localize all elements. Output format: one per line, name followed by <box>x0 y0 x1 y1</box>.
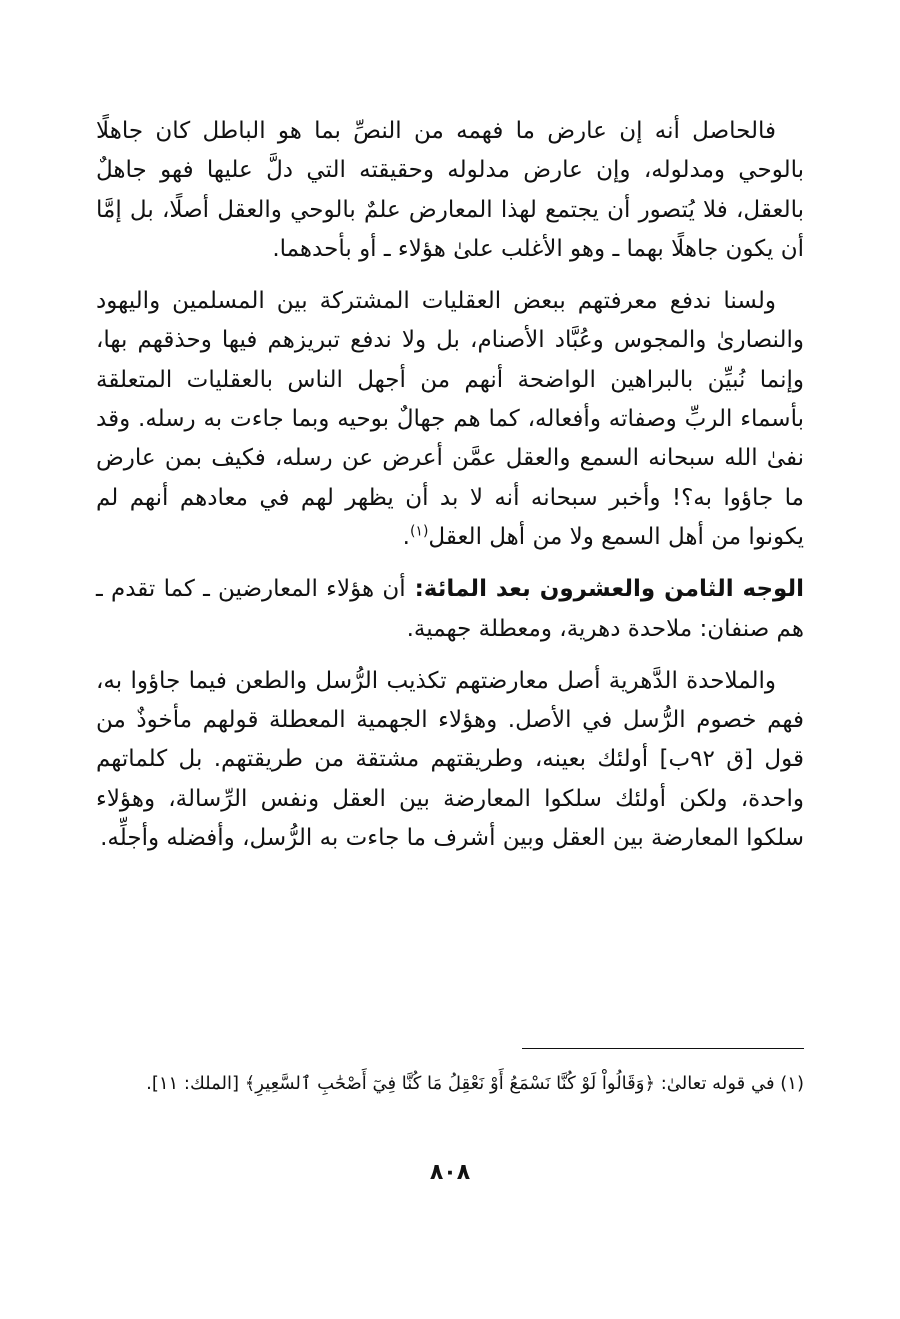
paragraph-3 <box>96 570 804 649</box>
paragraph-2-tail: . <box>402 523 410 550</box>
paragraph-4: والملاحدة الدَّهرية أصل معارضتهم تكذيب الرُّسل والطعن فيما جاؤوا به، فهم خصوم الرُّسل في الأصل. وهؤلاء الجهمية المعطلة قولهم مأخوذٌ من قول [ق ٩٢ب] أولئك بعينه، وطريقتهم مشتقة من طريقتهم. بل كلماتهم واحدة، ولكن أولئك سلكوا المعارضة بين العقل ونفس الرِّسالة، وهؤلاء سلكوا المعارضة بين العقل وبين أشرف ما جاءت به الرُّسل، وأفضله وأجلِّه. <box>96 667 805 852</box>
footnote: (١) في قوله تعالىٰ: ﴿وَقَالُواْ لَوْ كُنَّا نَسْمَعُ أَوْ نَعْقِلُ مَا كُنَّا فِيٓ أَصْحَٰبِ ٱلسَّعِيرِ﴾ [الملك: ١١]. <box>146 1073 804 1094</box>
paragraph-3-text: أن هؤلاء المعارضين ـ كما تقدم ـ هم صنفان: ملاحدة دهرية، ومعطلة جهمية. <box>96 576 804 642</box>
footnote-divider <box>522 1048 804 1049</box>
paragraph-1: فالحاصل أنه إن عارض ما فهمه من النصِّ بما هو الباطل كان جاهلًا بالوحي ومدلوله، وإن عارض مدلوله وحقيقته التي دلَّ عليها فهو جاهلٌ بالعقل، فلا يُتصور أن يجتمع لهذا المعارض علمٌ بالوحي والعقل أصلًا، بل إمَّا أن يكون جاهلًا بهما ـ وهو الأغلب علىٰ هؤلاء ـ أو بأحدهما. <box>96 118 804 262</box>
paragraph-2-text: ولسنا ندفع معرفتهم ببعض العقليات المشتركة بين المسلمين واليهود والنصارىٰ والمجوس وعُبَّاد الأصنام، بل ولا ندفع تبريزهم فيها وحذقهم بها، وإنما نُبيِّن بالبراهين الواضحة أنهم من أجهل الناس بالعقليات المتعلقة بأسماء الربِّ وصفاته وأفعاله، كما هم جهالٌ بوحيه وبما جاءت به رسله. وقد نفىٰ الله سبحانه السمع والعقل عمَّن أعرض عن رسله، فكيف بمن عارض ما جاؤوا به؟! وأخبر سبحانه أنه لا بد أن يظهر لهم في معادهم أنهم لم يكونوا من أهل السمع ولا من أهل العقل <box>96 288 804 550</box>
footnote-reference[interactable]: (١) <box>409 523 429 540</box>
paragraph-2 <box>96 282 804 557</box>
section-heading: الوجه الثامن والعشرون بعد المائة: <box>405 576 804 603</box>
page-body <box>96 112 804 871</box>
page-number: ٨٠٨ <box>429 1160 471 1185</box>
